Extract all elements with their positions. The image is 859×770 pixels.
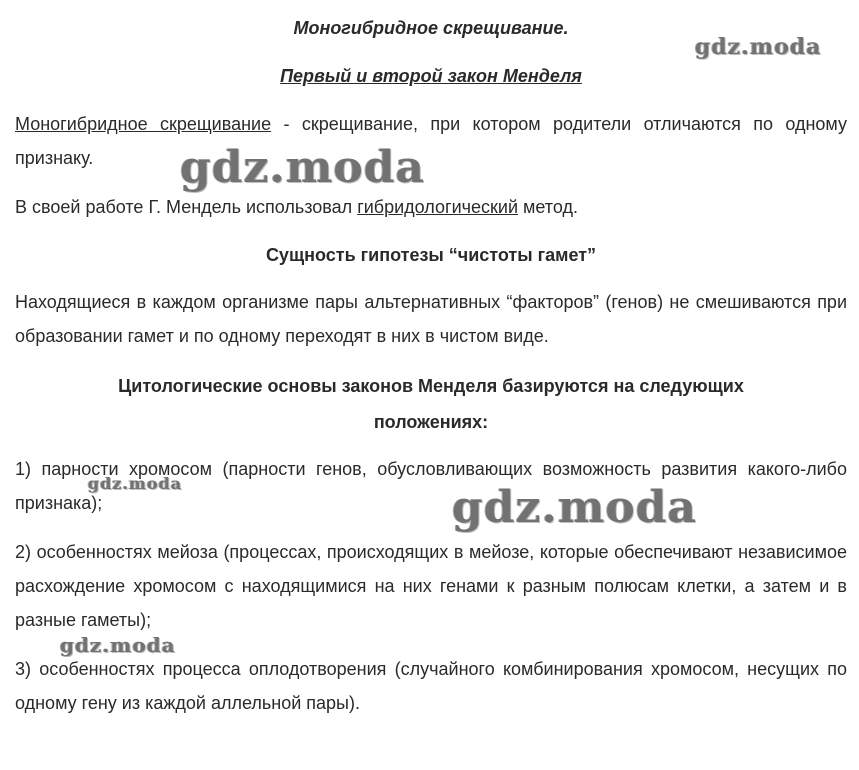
point-1: 1) парности хромосом (парности генов, обусловливающих возможность развития какого-либо признака);: [15, 459, 847, 513]
watermark-logo: gdz.moda: [88, 474, 183, 493]
definition-text: - скрещивание, при котором родители отличаются по одному признаку.: [15, 114, 847, 168]
cytology-heading: [15, 368, 847, 440]
method-paragraph: [15, 190, 847, 224]
watermark-logo: gdz.moda: [180, 142, 426, 193]
document-title: Моногибридное скрещивание.: [293, 18, 569, 38]
point-2: 2) особенностях мейоза (процессах, происходящих в мейозе, которые обеспечивают независимое расхождение хромосом с находящимися на них генами к разным полюсам клетки, а затем и в разные гаметы);: [15, 542, 847, 630]
cytology-heading-line-1: Цитологические основы законов Менделя базируются на следующих: [118, 376, 744, 396]
definition-term: Моногибридное скрещивание: [15, 114, 272, 134]
cytology-heading-line-2: положениях:: [373, 412, 489, 432]
definition-paragraph: [15, 107, 847, 175]
watermark-logo: gdz.moda: [695, 34, 822, 60]
method-text-after: метод.: [518, 197, 578, 217]
method-term: гибридологический: [357, 197, 519, 217]
point-3: 3) особенностях процесса оплодотворения (случайного комбинирования хромосом, несущих по одному гену из каждой аллельной пары).: [15, 659, 847, 713]
hypothesis-paragraph: Находящиеся в каждом организме пары альтернативных “факторов” (генов) не смешиваются при образовании гамет и по одному переходят в них в чистом виде.: [15, 292, 847, 346]
watermark-logo: gdz.moda: [60, 633, 176, 657]
hypothesis-heading: Сущность гипотезы “чистоты гамет”: [265, 245, 597, 265]
document-subtitle: Первый и второй закон Менделя: [280, 66, 582, 86]
method-text-before: В своей работе Г. Мендель использовал: [15, 197, 358, 217]
watermark-logo: gdz.moda: [452, 482, 698, 533]
